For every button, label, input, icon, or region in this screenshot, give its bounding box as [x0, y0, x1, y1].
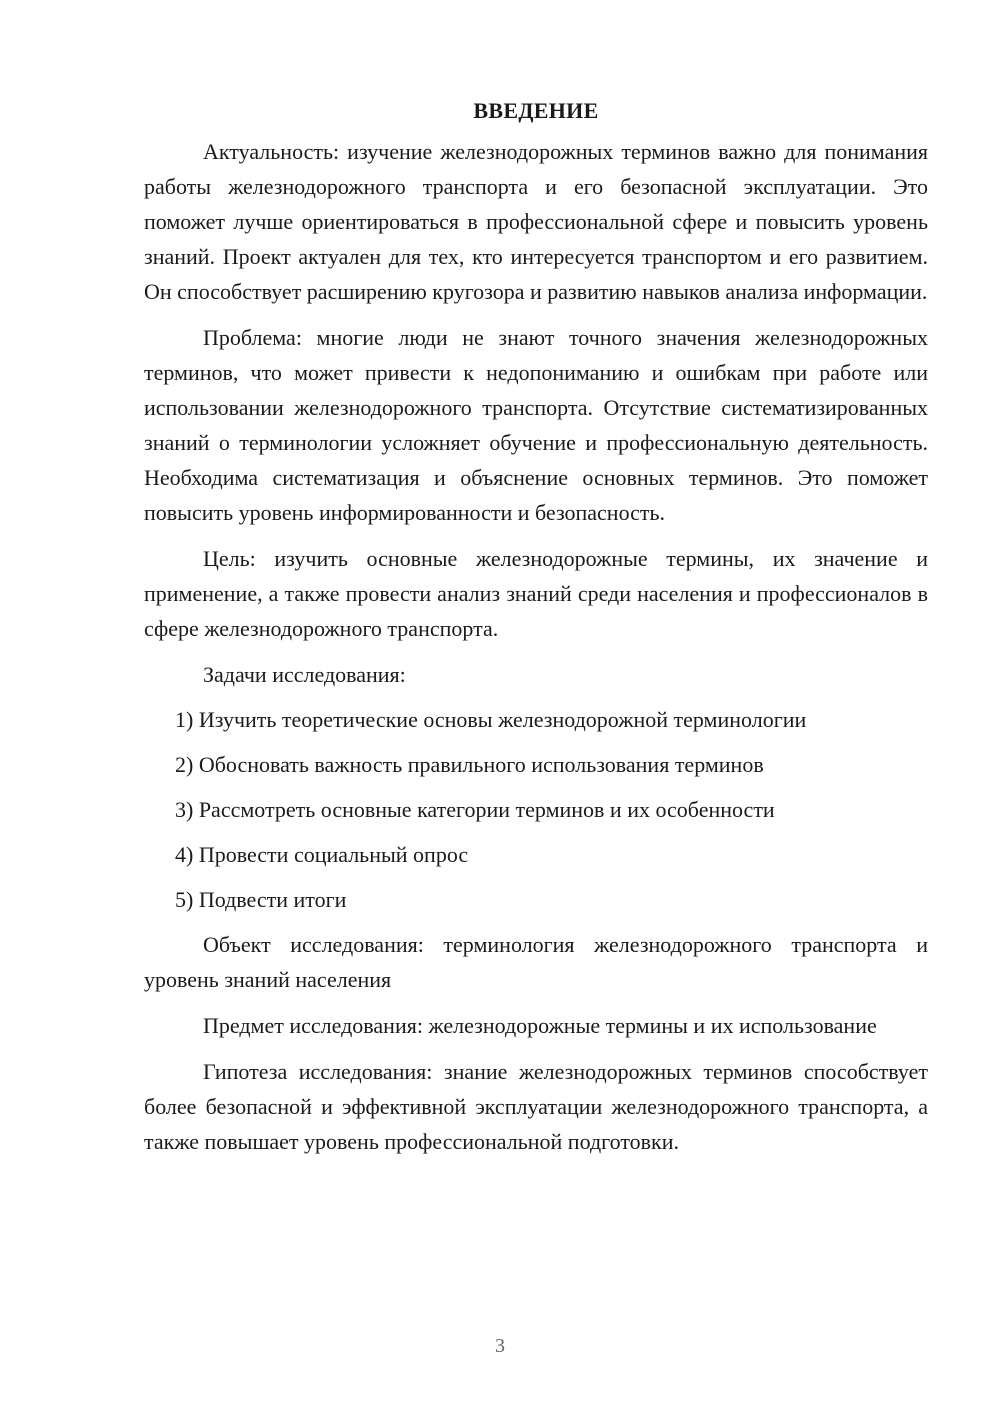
page-title: ВВЕДЕНИЕ [473, 98, 599, 123]
list-item: 1) Изучить теоретические основы железнодорожной терминологии [175, 707, 807, 732]
document-page [144, 96, 928, 1159]
list-item: 2) Обосновать важность правильного использования терминов [175, 752, 764, 777]
object-paragraph: Объект исследования: терминология железнодорожного транспорта и уровень знаний населения [144, 932, 928, 992]
goal-paragraph: Цель: изучить основные железнодорожные термины, их значение и применение, а также провести анализ знаний среди населения и профессионалов в сфере железнодорожного транспорта. [144, 546, 928, 641]
subject-paragraph: Предмет исследования: железнодорожные термины и их использование [203, 1013, 877, 1038]
page-number: 3 [495, 1335, 505, 1357]
list-item: 3) Рассмотреть основные категории терминов и их особенности [175, 797, 775, 822]
list-item: 5) Подвести итоги [175, 887, 347, 912]
hypothesis-paragraph: Гипотеза исследования: знание железнодорожных терминов способствует более безопасной и эффективной эксплуатации железнодорожного транспорта, а также повышает уровень профессиональной подготовки. [144, 1059, 928, 1154]
tasks-heading: Задачи исследования: [203, 662, 406, 687]
relevance-paragraph: Актуальность: изучение железнодорожных терминов важно для понимания работы железнодорожного транспорта и его безопасной эксплуатации. Это поможет лучше ориентироваться в профессиональной сфере и повысить уровень знаний. Проект актуален для тех, кто интересуется транспортом и его развитием. Он способствует расширению кругозора и развитию навыков анализа информации. [144, 139, 928, 304]
list-item: 4) Провести социальный опрос [175, 842, 469, 867]
task-list [144, 702, 928, 917]
problem-paragraph: Проблема: многие люди не знают точного значения железнодорожных терминов, что может привести к недопониманию и ошибкам при работе или использовании железнодорожного транспорта. Отсутствие систематизированных знаний о терминологии усложняет обучение и профессиональную деятельность. Необходима систематизация и объяснение основных терминов. Это поможет повысить уровень информированности и безопасность. [144, 325, 928, 525]
